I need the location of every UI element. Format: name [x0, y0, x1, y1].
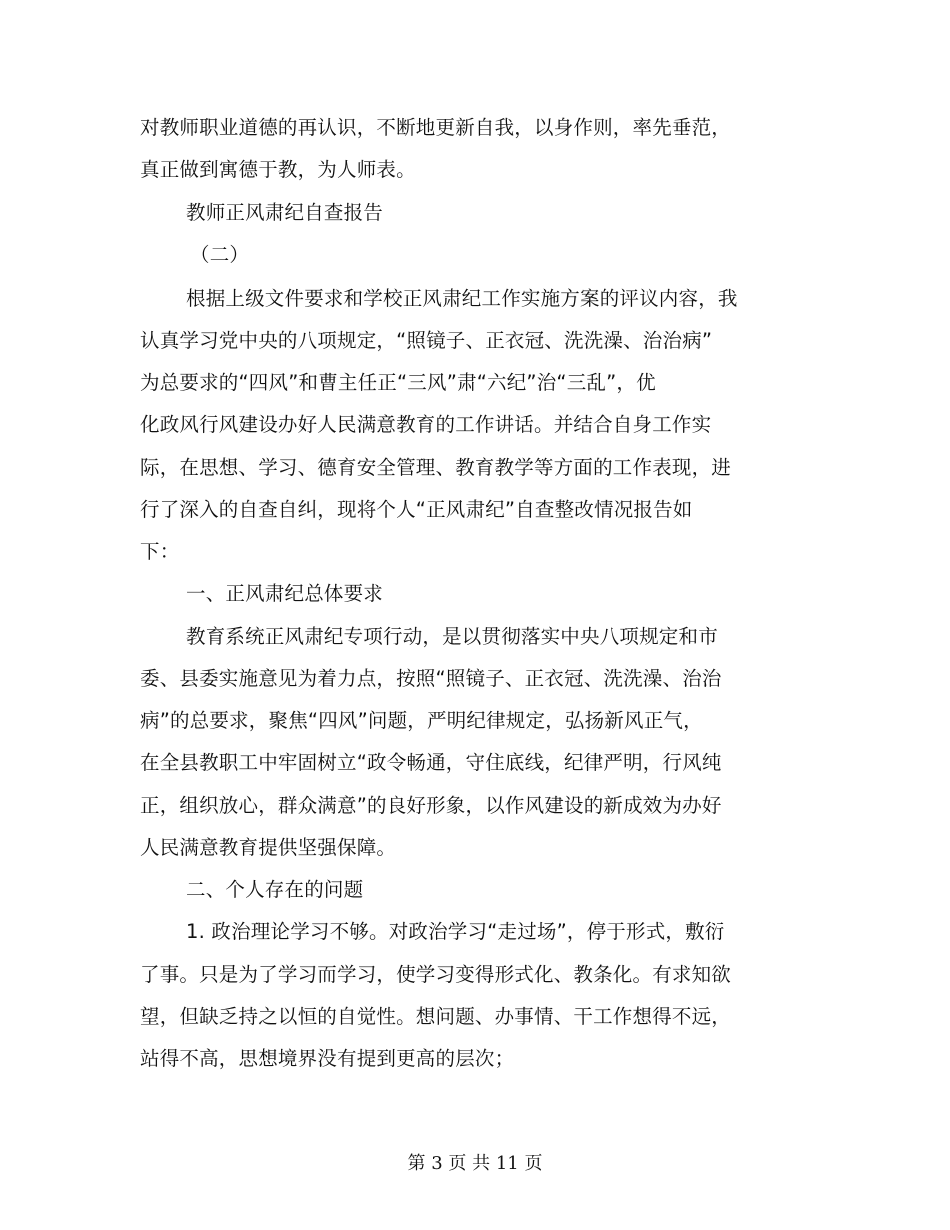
- text-line: 了事。只是为了学习而学习，使学习变得形式化、教条化。有求知欲: [140, 963, 732, 986]
- text-line: 1. 政治理论学习不够。对政治学习“走过场”，停于形式，敷衍: [186, 920, 725, 943]
- text-line: 真正做到寓德于教，为人师表。: [140, 158, 416, 181]
- text-line: 正，组织放心，群众满意”的良好形象，以作风建设的新成效为办好: [140, 794, 722, 817]
- section-heading: 二、个人存在的问题: [186, 878, 364, 901]
- text-line: 行了深入的自查自纠，现将个人“正风肃纪”自查整改情况报告如: [140, 498, 693, 521]
- text-line: 病”的总要求，聚焦“四风”问题，严明纪律规定，弘扬新风正气，: [140, 709, 703, 732]
- text-line: 教育系统正风肃纪专项行动，是以贯彻落实中央八项规定和市: [186, 625, 718, 648]
- text-line: 人民满意教育提供坚强保障。: [140, 836, 397, 859]
- text-line: 下：: [140, 540, 180, 563]
- text-line: 在全县教职工中牢固树立“政令畅通，守住底线，纪律严明，行风纯: [140, 751, 722, 774]
- text-line: 为总要求的“四风”和曹主任正“三风”肃“六纪”治“三乱”，优: [140, 371, 656, 394]
- text-line: 化政风行风建设办好人民满意教育的工作讲话。并结合自身工作实: [140, 413, 712, 436]
- section-heading: 一、正风肃纪总体要求: [186, 582, 384, 605]
- text-line: 望，但缺乏持之以恒的自觉性。想问题、办事情、干工作想得不远，: [140, 1005, 732, 1028]
- text-line: 对教师职业道德的再认识，不断地更新自我，以身作则，率先垂范，: [140, 116, 732, 139]
- text-line: 认真学习党中央的八项规定，“照镜子、正衣冠、洗洗澡、治治病”: [140, 329, 713, 352]
- text-line: 根据上级文件要求和学校正风肃纪工作实施方案的评议内容，我: [186, 287, 738, 310]
- section-title: 教师正风肃纪自查报告: [186, 201, 384, 224]
- section-number: （二）: [190, 243, 250, 266]
- text-line: 委、县委实施意见为着力点，按照“照镜子、正衣冠、洗洗澡、治治: [140, 667, 722, 690]
- page-number-footer: 第 3 页 共 11 页: [407, 1153, 543, 1174]
- text-line: 站得不高，思想境界没有提到更高的层次；: [140, 1047, 515, 1070]
- text-line: 际，在思想、学习、德育安全管理、教育教学等方面的工作表现，进: [140, 456, 732, 479]
